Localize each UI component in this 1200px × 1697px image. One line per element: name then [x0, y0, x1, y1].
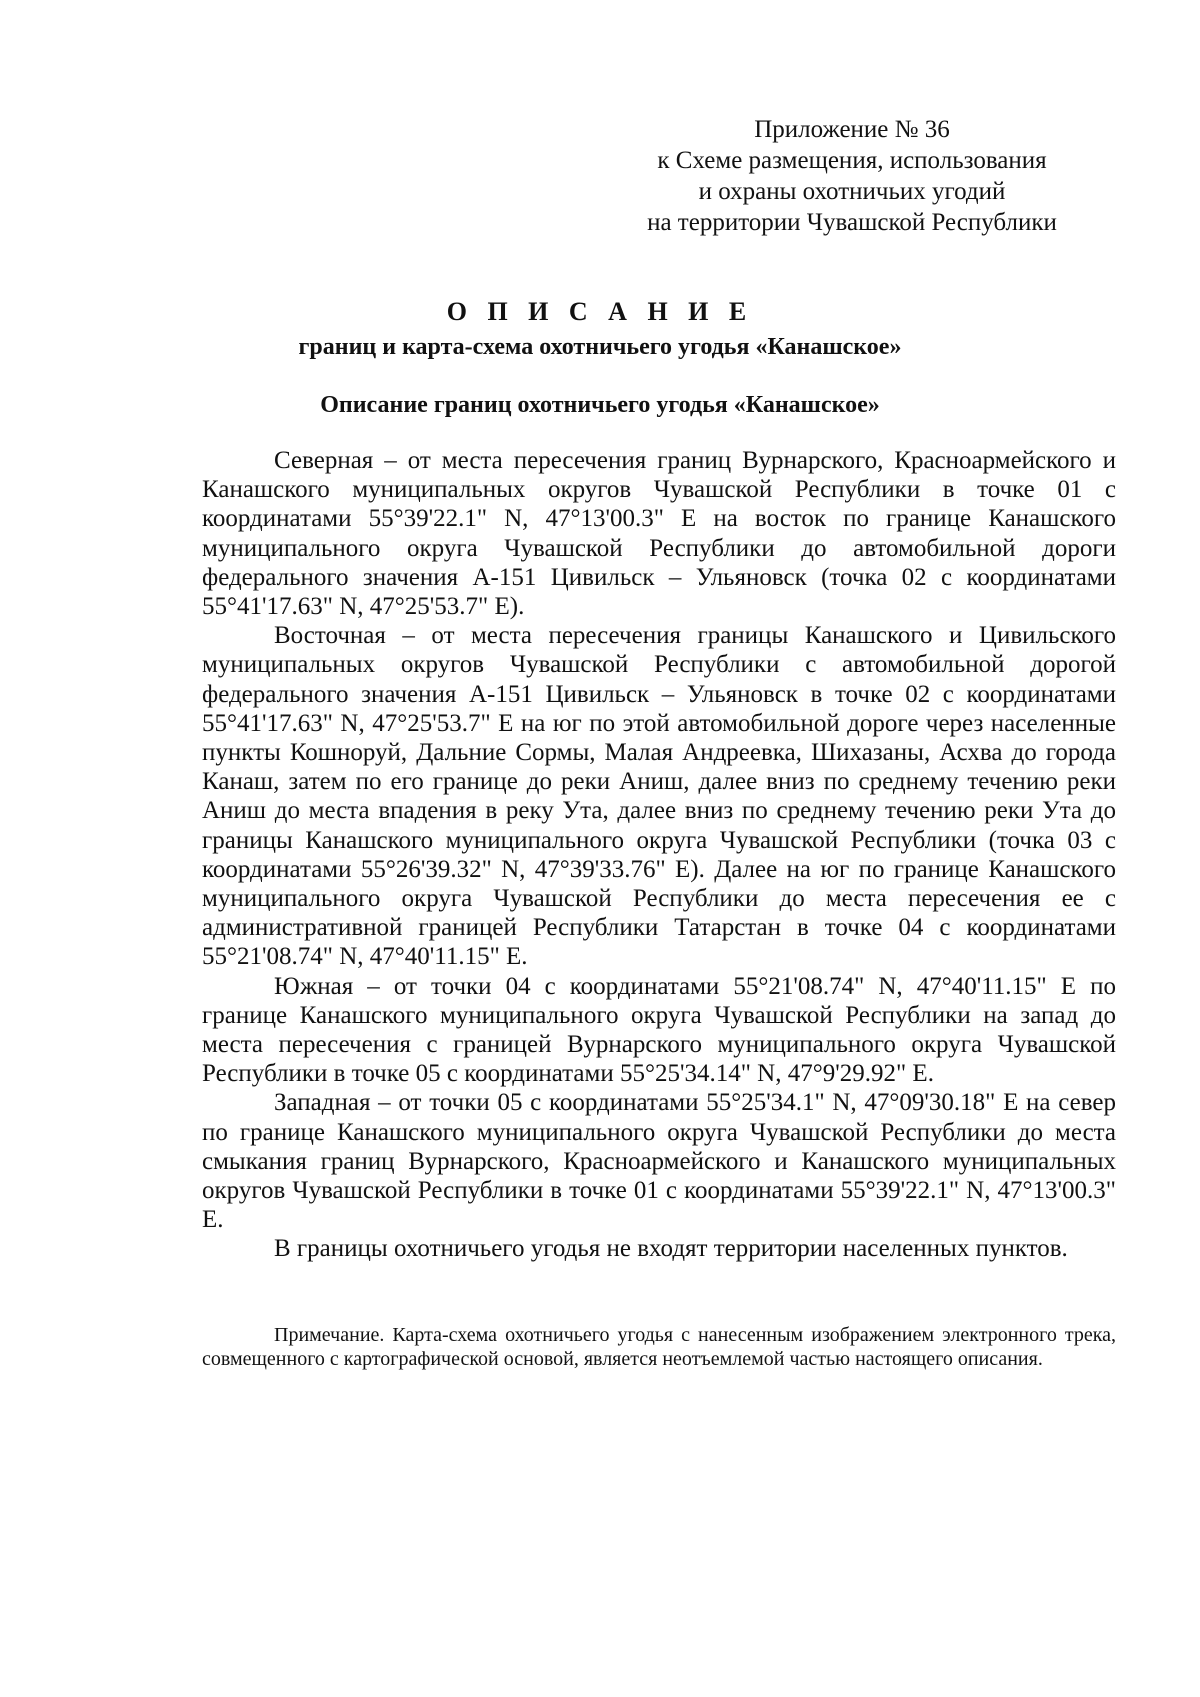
paragraph-east-boundary: Восточная – от места пересечения границы Канашского и Цивильского муниципальных округов Чувашской Республики с автомобильной дорогой федерального значения А-151 Цивильск – Ульяновск в точке 02 с координатами 55°41'17.63" N, 47°25'53.7" E на юг по этой автомобильной дороге через населенные пункты Кошноруй, Дальние Сормы, Малая Андреевка, Шихазаны, Асхва до города Канаш, затем по его границе до реки Аниш, далее вниз по среднему течению реки Аниш до места впадения в реку Ута, далее вниз по среднему течению реки Ута до границы Канашского муниципального округа Чувашской Республики (точка 03 с координатами 55°26'39.32" N, 47°39'33.76" E). Далее на юг по границе Канашского муниципального округа Чувашской Республики до места пересечения ее с административной границей Республики Татарстан в точке 04 с координатами 55°21'08.74" N, 47°40'11.15" E. — [202, 622, 1116, 971]
document-subtitle: границ и карта-схема охотничьего угодья «Канашское» — [298, 334, 902, 360]
appendix-line-1: Приложение № 36 — [754, 116, 950, 143]
footnote: Примечание. Карта-схема охотничьего угодья с нанесенным изображением электронного трека, совмещенного с картографической основой, является неотъемлемой частью настоящего описания. — [202, 1324, 1116, 1370]
appendix-reference — [592, 114, 1112, 238]
appendix-line-2: к Схеме размещения, использования — [657, 147, 1047, 174]
appendix-line-4: на территории Чувашской Республики — [647, 209, 1057, 236]
appendix-line-3: и охраны охотничьих угодий — [698, 178, 1006, 205]
section-title: Описание границ охотничьего угодья «Канашское» — [320, 392, 880, 418]
boundary-description — [202, 446, 1116, 1264]
paragraph-north-boundary: Северная – от места пересечения границ Вурнарского, Красноармейского и Канашского муниципальных округов Чувашской Республики в точке 01 с координатами 55°39'22.1" N, 47°13'00.3" E на восток по границе Канашского муниципального округа Чувашской Республики до автомобильной дороги федерального значения А-151 Цивильск – Ульяновск (точка 02 с координатами 55°41'17.63" N, 47°25'53.7" E). — [202, 447, 1116, 621]
document-title: О П И С А Н И Е — [446, 297, 754, 326]
paragraph-south-boundary: Южная – от точки 04 с координатами 55°21'08.74" N, 47°40'11.15" E по границе Канашского муниципального округа Чувашской Республики на запад до места пересечения с границей Вурнарского муниципального округа Чувашской Республики в точке 05 с координатами 55°25'34.14" N, 47°9'29.92" E. — [202, 972, 1116, 1088]
paragraph-exclusions: В границы охотничьего угодья не входят территории населенных пунктов. — [274, 1235, 1068, 1263]
paragraph-west-boundary: Западная – от точки 05 с координатами 55°25'34.1" N, 47°09'30.18" E на север по границе Канашского муниципального округа Чувашской Республики до места смыкания границ Вурнарского, Красноармейского и Канашского муниципальных округов Чувашской Республики в точке 01 с координатами 55°39'22.1" N, 47°13'00.3" E. — [202, 1089, 1116, 1234]
